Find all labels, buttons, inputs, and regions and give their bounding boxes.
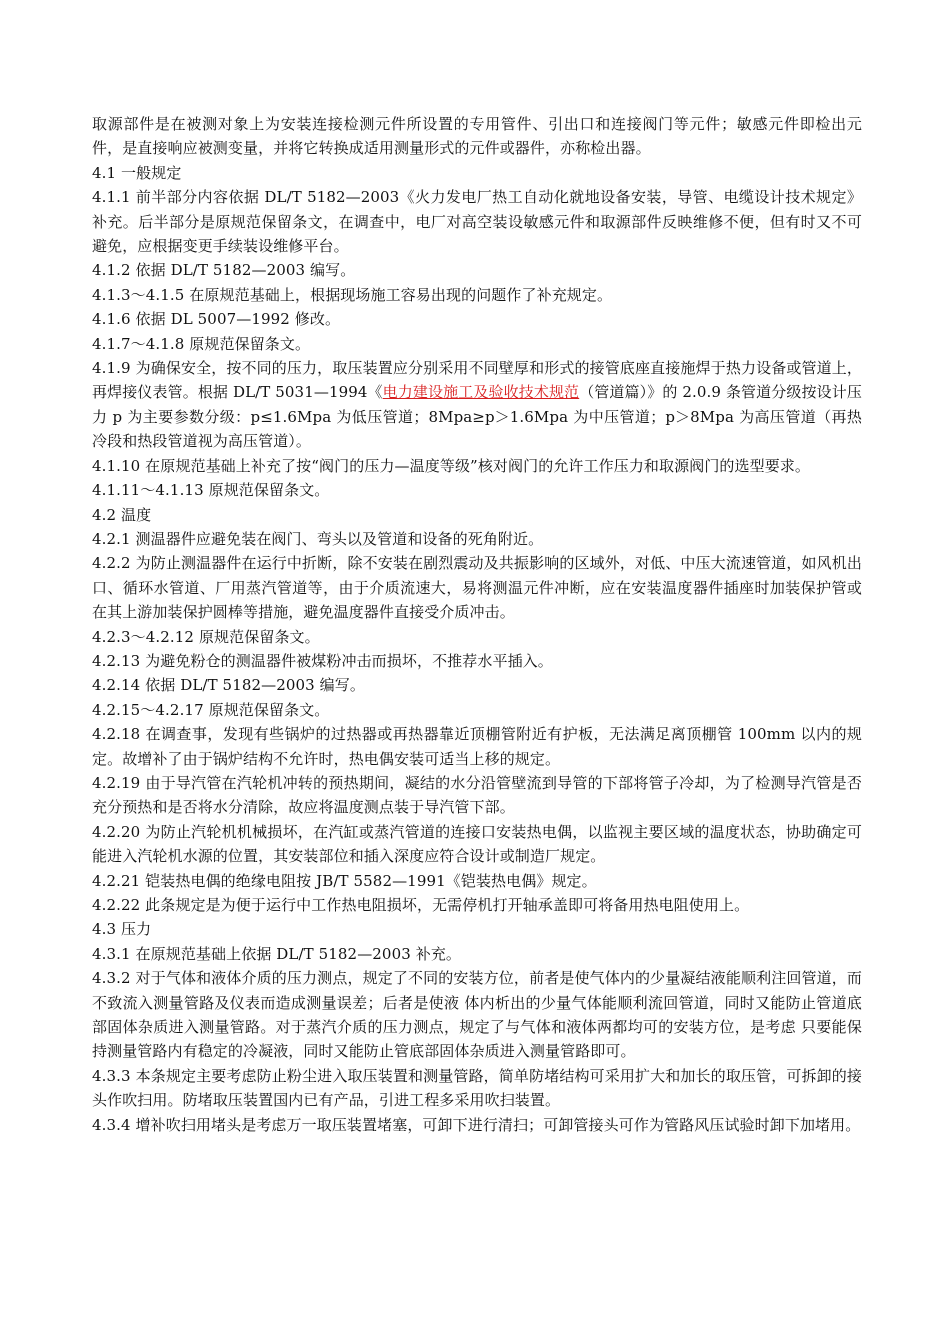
document-body: [92, 112, 862, 1137]
paragraph-4-1-9-text-after: （管道篇）》的 2.0.9 条管道分级按设计压力 p 为主要参数分级：p≤1.6Mpa 为低压管道；8Mpa≥p＞1.6Mpa 为中压管道；p＞8Mpa 为高压管道（再热冷段和热段管道视为高压管道）。: [92, 383, 862, 451]
paragraph-4-1-3: 4.1.3～4.1.5 在原规范基础上，根据现场施工容易出现的问题作了补充规定。: [92, 285, 613, 304]
paragraph-4-2-22: 4.2.22 此条规定是为便于运行中工作热电阻损坏，无需停机打开轴承盖即可将备用热电阻使用上。: [92, 896, 750, 914]
paragraph-4-2-3: 4.2.3～4.2.12 原规范保留条文。: [92, 627, 320, 646]
paragraph-4-2-14: 4.2.14 依据 DL/T 5182—2003 编写。: [92, 676, 365, 695]
section-heading-4-1: 4.1 一般规定: [92, 163, 182, 182]
standard-title-link[interactable]: 电力建设施工及验收技术规范: [382, 383, 580, 402]
paragraph-4-1-6: 4.1.6 依据 DL 5007—1992 修改。: [92, 310, 341, 329]
paragraph-4-1-10: 4.1.10 在原规范基础上补充了按“阀门的压力—温度等级”核对阀门的允许工作压力和取源阀门的选型要求。: [92, 456, 811, 475]
paragraph-4-3-2: 4.3.2 对于气体和液体介质的压力测点，规定了不同的安装方位，前者是使气体内的少量凝结液能顺利注回管道，而不致流入测量管路及仪表而造成测量误差；后者是使液 体内析出的少量气体能顺利流回管道，同时又能防止管道底部固体杂质进入测量管路。对于蒸汽介质的压力测点，规定了与气体和液体两都均可的安装方位，是考虑 只要能保持测量管路内有稳定的冷凝液，同时又能防止管底部固体杂质进入测量管路即可。: [92, 969, 862, 1061]
paragraph-4-2-15: 4.2.15～4.2.17 原规范保留条文。: [92, 700, 330, 719]
paragraph-4-2-19: 4.2.19 由于导汽管在汽轮机冲转的预热期间，凝结的水分沿管壁流到导管的下部将管子冷却，为了检测导汽管是否充分预热和是否将水分清除，故应将温度测点装于导汽管下部。: [92, 773, 862, 817]
paragraph-4-1-9-text-before: 4.1.9 为确保安全，按不同的压力，取压装置应分别采用不同壁厚和形式的接管底座直接施焊于热力设备或管道上，再焊接仪表管。根据 DL/T 5031—1994《: [92, 359, 862, 402]
paragraph-4-2-1: 4.2.1 测温器件应避免装在阀门、弯头以及管道和设备的死角附近。: [92, 529, 544, 548]
section-heading-4-2: 4.2 温度: [92, 505, 152, 524]
paragraph-4-1-9: [92, 356, 862, 454]
paragraph-intro: 取源部件是在被测对象上为安装连接检测元件所设置的专用管件、引出口和连接阀门等元件；敏感元件即检出元件，是直接响应被测变量，并将它转换成适用测量形式的元件或器件，亦称检出器。: [92, 115, 862, 158]
paragraph-4-2-13: 4.2.13 为避免粉仓的测温器件被煤粉冲击而损坏，不推荐水平插入。: [92, 651, 553, 670]
paragraph-4-2-18: 4.2.18 在调查事，发现有些锅炉的过热器或再热器靠近顶棚管附近有护板，无法满足离顶棚管 100mm 以内的规定。故增补了由于锅炉结构不允许时，热电偶安装可适当上移的规定。: [92, 725, 862, 768]
paragraph-4-3-3: 4.3.3 本条规定主要考虑防止粉尘进入取压装置和测量管路，简单防堵结构可采用扩大和加长的取压管，可拆卸的接头作吹扫用。防堵取压装置国内已有产品，引进工程多采用吹扫装置。: [92, 1066, 862, 1110]
paragraph-4-1-11: 4.1.11～4.1.13 原规范保留条文。: [92, 481, 330, 500]
paragraph-4-1-1: 4.1.1 前半部分内容依据 DL/T 5182—2003《火力发电厂热工自动化就地设备安装，导管、电缆设计技术规定》补充。后半部分是原规范保留条文，在调查中，电厂对高空装设敏感元件和取源部件反映维修不便，但有时又不可避免，应根据变更手续装设维修平台。: [92, 188, 862, 256]
paragraph-4-2-20: 4.2.20 为防止汽轮机机械损坏，在汽缸或蒸汽管道的连接口安装热电偶，以监视主要区域的温度状态，协助确定可能进入汽轮机水源的位置，其安装部位和插入深度应符合设计或制造厂规定。: [92, 822, 862, 866]
paragraph-4-2-21: 4.2.21 铠装热电偶的绝缘电阻按 JB/T 5582—1991《铠装热电偶》规定。: [92, 871, 597, 890]
paragraph-4-1-2: 4.1.2 依据 DL/T 5182—2003 编写。: [92, 261, 356, 280]
paragraph-4-1-7: 4.1.7～4.1.8 原规范保留条文。: [92, 334, 311, 353]
section-heading-4-3: 4.3 压力: [92, 920, 152, 939]
paragraph-4-2-2: 4.2.2 为防止测温器件在运行中折断，除不安装在剧烈震动及共振影响的区域外，对低、中压大流速管道，如风机出口、循环水管道、厂用蒸汽管道等，由于介质流速大，易将测温元件冲断，应在安装温度器件插座时加装保护管或在其上游加装保护圆棒等措施，避免温度器件直接受介质冲击。: [92, 554, 862, 622]
paragraph-4-3-4: 4.3.4 增补吹扫用堵头是考虑万一取压装置堵塞，可卸下进行清扫；可卸管接头可作为管路风压试验时卸下加堵用。: [92, 1115, 861, 1134]
paragraph-4-3-1: 4.3.1 在原规范基础上依据 DL/T 5182—2003 补充。: [92, 944, 462, 963]
